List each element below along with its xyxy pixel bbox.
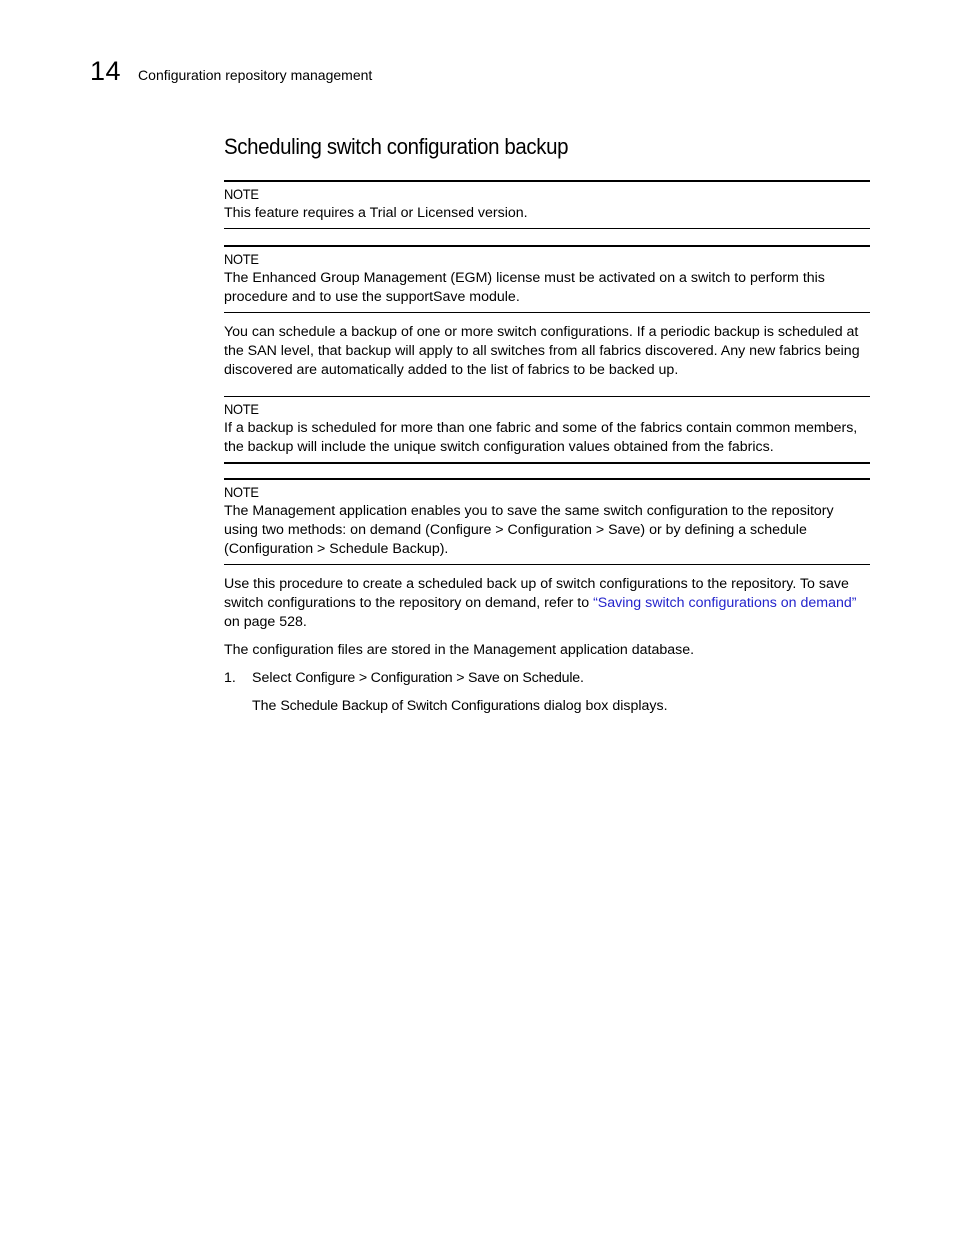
- note-egm-license: [224, 245, 870, 313]
- note-label: NOTE: [224, 484, 259, 500]
- step-text-suffix: .: [579, 670, 584, 686]
- note-label: NOTE: [224, 186, 259, 202]
- step-text-prefix: Select: [252, 670, 296, 686]
- note-label: NOTE: [224, 251, 259, 267]
- note-multiple-fabrics: [224, 396, 870, 464]
- result-text-prefix: The: [252, 698, 281, 714]
- intro-paragraph: You can schedule a backup of one or more switch configurations. If a periodic backup is scheduled at the SAN level, that backup will apply to all switches from all fabrics discovered. Any new fabrics being discovered are automatically added to the list of fabrics to be backed up.: [224, 324, 860, 378]
- section-heading: Scheduling switch configuration backup: [224, 134, 569, 159]
- dialog-name: Schedule Backup of Switch Configurations: [280, 698, 540, 714]
- step-1-result: [252, 697, 870, 716]
- step-number: 1.: [224, 670, 236, 686]
- step-text: [252, 669, 584, 688]
- menu-path: Configure > Configuration > Save on Schedule: [295, 670, 580, 686]
- note-text: The Management application enables you to save the same switch configuration to the repository using two methods: on demand (Configure > Configuration > Save) or by defining a schedule (Configuration > Schedule Backup).: [224, 503, 834, 557]
- note-trial-license: [224, 180, 870, 229]
- chapter-title: Configuration repository management: [138, 67, 373, 83]
- step-1: [224, 669, 870, 688]
- page-reference: on page 528.: [224, 614, 307, 630]
- chapter-number: 14: [90, 56, 122, 86]
- note-text: The Enhanced Group Management (EGM) license must be activated on a switch to perform this procedure and to use the supportSave module.: [224, 270, 825, 305]
- main-content: [224, 130, 870, 716]
- note-text: If a backup is scheduled for more than one fabric and some of the fabrics contain common members, the backup will include the unique switch configuration values obtained from the fabrics.: [224, 420, 858, 455]
- procedure-paragraph: [224, 575, 870, 632]
- result-text-suffix: dialog box displays.: [539, 698, 668, 714]
- running-header: [90, 55, 372, 87]
- note-text: This feature requires a Trial or Licensed version.: [224, 205, 528, 221]
- cross-reference-link[interactable]: “Saving switch configurations on demand”: [593, 595, 857, 611]
- note-save-methods: [224, 478, 870, 565]
- note-label: NOTE: [224, 401, 259, 417]
- storage-paragraph: The configuration files are stored in the Management application database.: [224, 642, 695, 658]
- procedure-text: Use this procedure to create a scheduled back up of switch configurations to the repository. To save switch configurations to the repository on demand, refer to: [224, 576, 849, 611]
